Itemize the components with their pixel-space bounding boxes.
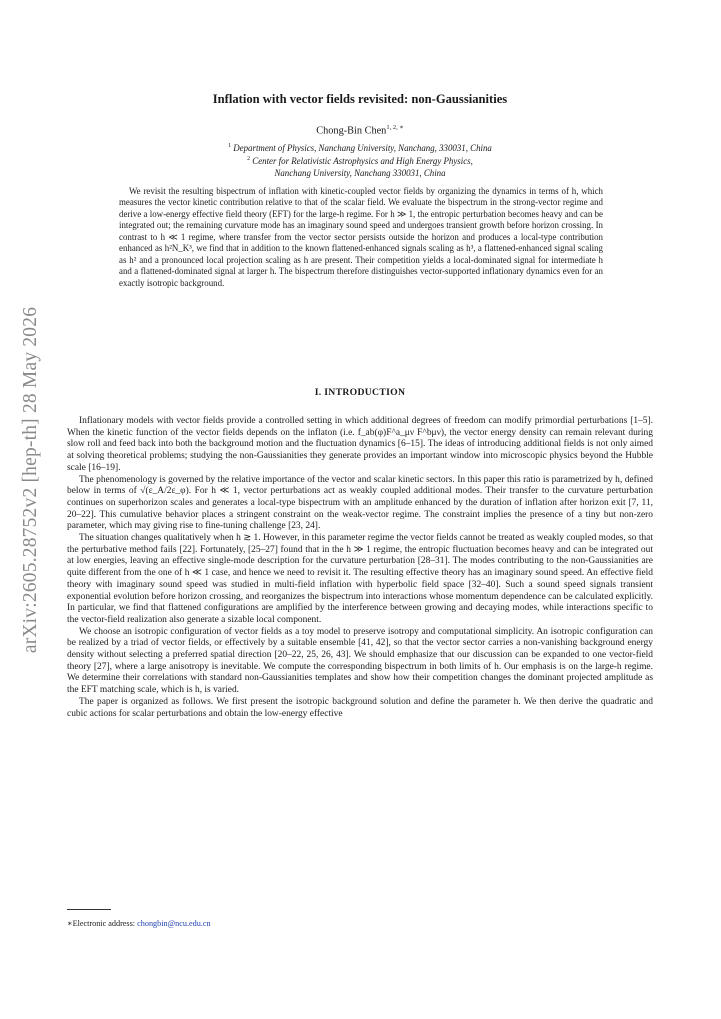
- affiliation-1: $^1$ Department of Physics, Nanchang University, Nanchang, 330031, China: [228, 142, 492, 153]
- footnote-label: ∗Electronic address:: [67, 919, 138, 928]
- arxiv-identifier-stamp: [2, 290, 60, 670]
- affiliations: [110, 141, 610, 179]
- author-affiliation-marks: 1, 2, ∗: [386, 124, 404, 131]
- paragraph-5: The paper is organized as follows. We first present the isotropic background solution and define the parameter h. We then derive the quadratic and cubic actions for scalar perturbations and obtain the low-energy effective: [67, 696, 653, 719]
- arxiv-identifier-text: arXiv:2605.28752v2 [hep-th] 28 May 2026: [20, 306, 42, 654]
- introduction-body: [67, 416, 653, 720]
- paragraph-3: The situation changes qualitatively when h ≳ 1. However, in this parameter regime the vector fields cannot be treated as weakly coupled modes, so that the perturbative method fails [22]. Fortunately, [25–27] found that in the h ≫ 1 regime, the entropic fluctuation becomes heavy and can be integrated out at low energies, leaving an effective single-mode description for the curvature perturbation [28–31]. The modes contributing to the non-Gaussianities are quite different from the one of h ≪ 1 case, and hence we need to revisit it. The resulting effective theory has an imaginary sound speed. An effective field theory with imaginary sound speed was studied in multi-field inflation with hyperbolic field space [32–40]. Such a sound speed signals transient exponential evolution before horizon crossing, and reorganizes the bispectrum into interactions whose momentum dependence can be calculated explicitly. In particular, we find that flattened configurations are amplified by the interference between growing and decaying modes, while interactions specific to the vector-field realization also generate a sizable local component.: [67, 533, 653, 625]
- affiliation-2-continued: Nanchang University, Nanchang 330031, China: [274, 167, 446, 178]
- section-heading-introduction: I. INTRODUCTION: [314, 387, 406, 398]
- author-name: Chong-Bin Chen: [316, 125, 387, 137]
- footnote: [67, 918, 211, 928]
- email-link[interactable]: chongbin@ncu.edu.cn: [137, 919, 211, 928]
- paragraph-2: The phenomenology is governed by the relative importance of the vector and scalar kinetic sectors. In this paper this ratio is parametrized by h, defined below in terms of √(ε_A/2ε_φ). For h ≪ 1, vector perturbations act as weakly coupled additional modes. Their transfer to the curvature perturbation continues on superhorizon scales and generates a local-type bispectrum with an amplitude enhanced by the duration of inflation after horizon exit [7, 11, 20–22]. This cumulative behavior places a stringent constraint on the weak-vector regime. The constraint implies the presence of a tiny but non-zero parameter, which may giving rise to fine-tuning challenge [23, 24].: [67, 474, 653, 532]
- author-line: [110, 123, 610, 136]
- affiliation-2: $^2$ Center for Relativistic Astrophysics and High Energy Physics,: [247, 156, 473, 167]
- footnote-divider: [67, 909, 111, 910]
- paragraph-4: We choose an isotropic configuration of vector fields as a toy model to preserve isotropy and computational simplicity. An isotropic configuration can be realized by a triad of vector fields, or effectively by a suitable ensemble [41, 42], so that the vector sector carries a non-vanishing background energy density without selecting a preferred spatial direction [20–22, 25, 26, 43]. We should emphasize that our discussion can be expanded to one vector-field theory [27], where a large anisotropy is inevitable. We compute the corresponding bispectrum in both limits of h. Our emphasis is on the large-h regime. We determine their correlations with standard non-Gaussianities templates and show how their competition changes the dominant projected amplitude as the EFT matching scale, which is h, is varied.: [67, 626, 653, 696]
- paper-title: Inflation with vector fields revisited: non-Gaussianities: [212, 92, 508, 106]
- paragraph-1: Inflationary models with vector fields provide a controlled setting in which additional degrees of freedom can modify primordial perturbations [1–5]. When the kinetic function of the vector fields depends on the inflaton (i.e. f_ab(φ)F^a_μν F^bμν), the vector energy density can remain relevant during slow roll and feed back into both the background motion and the fluctuation dynamics [6–15]. The ideas of introducing additional fields is not only aimed at solving theoretical problems; studying the non-Gaussianities they generate provides an important window into microscopic physics beyond the Hubble scale [16–19].: [67, 416, 653, 473]
- abstract: We revisit the resulting bispectrum of inflation with kinetic-coupled vector fields by organizing the dynamics in terms of h, which measures the vector kinetic contribution relative to that of the scalar field. We evaluate the bispectrum in the strong-vector regime and derive a low-energy effective field theory (EFT) for the large-h regime. For h ≫ 1, the entropic perturbation becomes heavy and can be integrated out; the remaining curvature mode has an imaginary sound speed and undergoes transient growth before horizon crossing. In contrast to h ≪ 1 regime, where transfer from the vector sector persists outside the horizon and produces a local-type contribution enhanced as h²N_K³, we find that in addition to the known flattened-enhanced signals scaling as h³, a flattened-enhanced signal scaling as h² and a pronounced local projection scaling as h are present. Their competition yields a local-dominated signal for intermediate h and a flattened-dominated signal at larger h. The bispectrum therefore distinguishes vector-supported inflationary dynamics even for an exactly isotropic background.: [119, 186, 603, 288]
